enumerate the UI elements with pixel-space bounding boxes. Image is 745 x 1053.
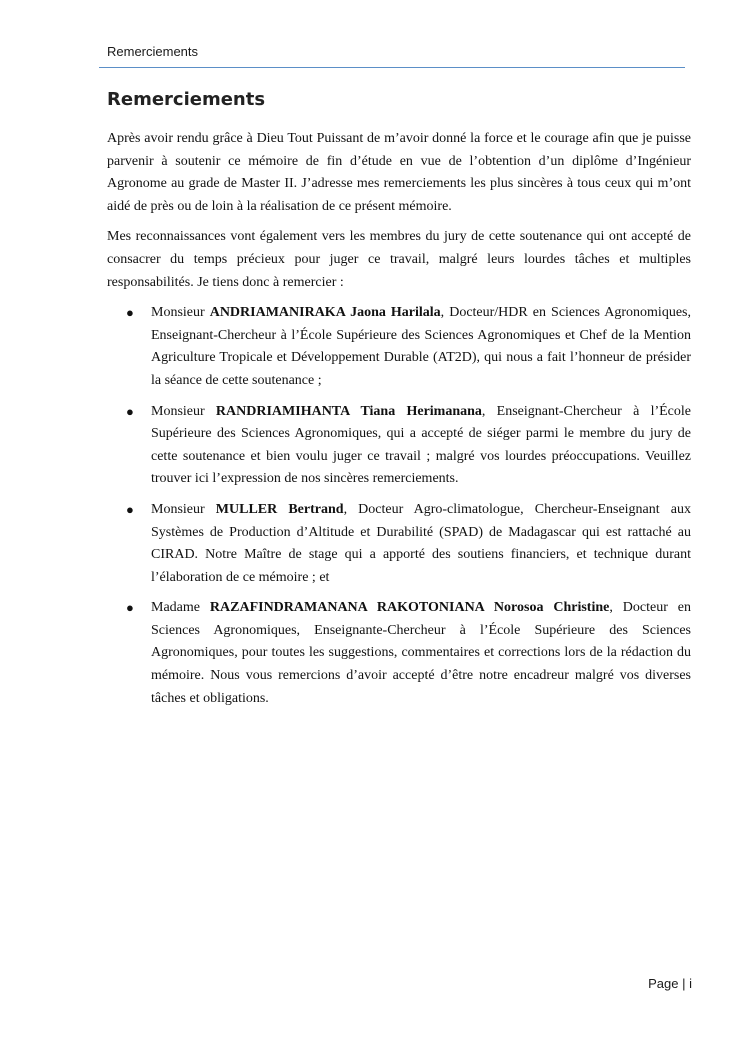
person-description: , Enseignant-Chercheur à l’École Supérieure des Sciences Agronomiques, qui a accepté de siéger parmi le membre du jury de cette soutenance et bien voulu juger ce travail ; malgré vos lourdes préoccupations. Veuillez trouver ici l’expression de nos sincères remerciements. <box>151 403 691 487</box>
list-item <box>107 597 691 710</box>
bullet-icon: ● <box>126 600 134 616</box>
bullet-icon: ● <box>126 403 134 419</box>
bullet-icon: ● <box>126 305 134 321</box>
list-item <box>107 499 691 589</box>
page-content <box>107 86 691 718</box>
jury-paragraph: Mes reconnaissances vont également vers les membres du jury de cette soutenance qui ont accepté de consacrer du temps précieux pour juger ce travail, malgré leurs lourdes tâches et multiples responsabilités. Je tiens donc à remercier : <box>107 229 691 290</box>
intro-paragraph: Après avoir rendu grâce à Dieu Tout Puissant de m’avoir donné la force et le courage afin que je puisse parvenir à soutenir ce mémoire de fin d’étude en vue de l’obtention d’un diplôme d’Ingénieur Agronome au grade de Master II. J’adresse mes remerciements les plus sincères à tous ceux qui m’ont aidé de près ou de loin à la réalisation de ce présent mémoire. <box>107 131 691 214</box>
page-number: Page | i <box>648 976 692 991</box>
person-description: , Docteur en Sciences Agronomiques, Enseignante-Chercheur à l’École Supérieure des Sciences Agronomiques, pour toutes les suggestions, commentaires et corrections lors de la rédaction du mémoire. Nous vous remercions d’avoir accepté d’être notre encadreur malgré vos diverses tâches et obligations. <box>151 600 692 706</box>
bullet-icon: ● <box>126 501 134 517</box>
honorific: Monsieur <box>151 501 216 517</box>
person-name: RAZAFINDRAMANANA RAKOTONIANA Norosoa Christine <box>209 600 610 616</box>
person-name: MULLER Bertrand <box>215 501 344 517</box>
honorific: Monsieur <box>151 403 216 419</box>
person-name: RANDRIAMIHANTA Tiana Herimanana <box>215 403 482 419</box>
honorific: Monsieur <box>151 305 210 321</box>
person-description: , Docteur Agro-climatologue, Chercheur-Enseignant aux Systèmes de Production d’Altitude et Durabilité (SPAD) de Madagascar qui est rattaché au CIRAD. Notre Maître de stage qui a apporté des soutiens financiers, et technique durant l’élaboration de ce mémoire ; et <box>151 501 691 585</box>
list-item <box>107 302 691 392</box>
person-description: , Docteur/HDR en Sciences Agronomiques, Enseignant-Chercheur à l’École Supérieure des Sciences Agronomiques et Chef de la Mention Agriculture Tropicale et Développement Durable (AT2D), qui nous a fait l’honneur de présider la séance de cette soutenance ; <box>151 305 691 388</box>
list-item <box>107 401 691 491</box>
running-header: Remerciements <box>107 44 199 59</box>
header-rule <box>99 67 685 68</box>
person-name: ANDRIAMANIRAKA Jaona Harilala <box>209 305 441 321</box>
honorific: Madame <box>151 600 210 616</box>
acknowledgement-list <box>107 302 691 710</box>
page-title: Remerciements <box>107 89 266 110</box>
